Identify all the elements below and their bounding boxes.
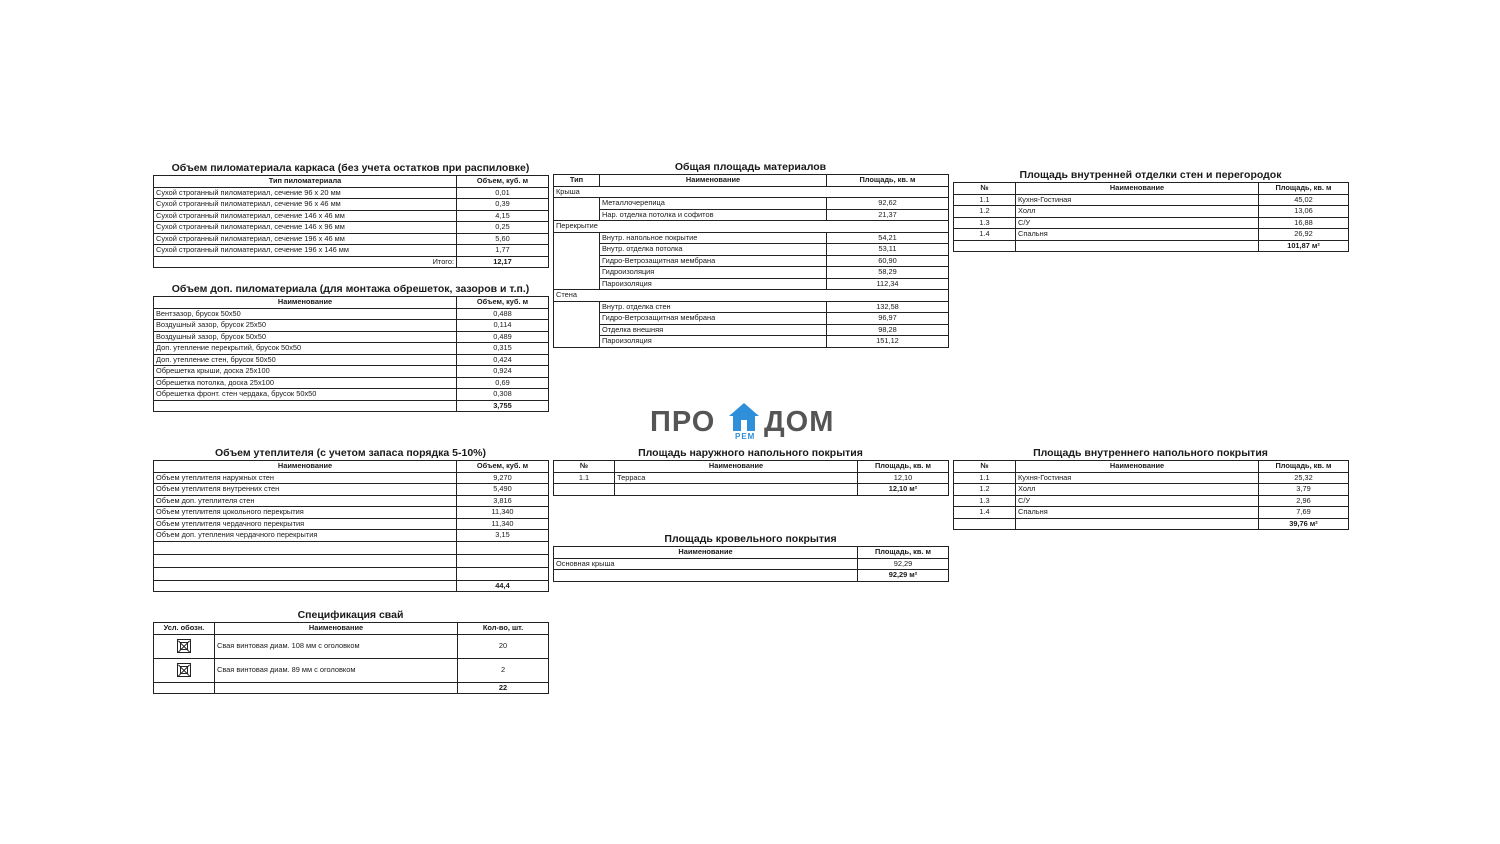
row-value: 151,12 (827, 336, 949, 348)
empty-cell (154, 554, 457, 567)
empty-row (154, 541, 549, 554)
lumber-extra-title: Объем доп. пиломатериала (для монтажа обрешеток, зазоров и т.п.) (171, 283, 530, 295)
row-value: 2,96 (1259, 495, 1349, 507)
table-row (154, 530, 549, 542)
materials-title: Общая площадь материалов (674, 161, 827, 173)
row-name: Свая винтовая диам. 108 мм с оголовком (215, 634, 458, 658)
table-row (154, 210, 549, 222)
row-value: 0,25 (457, 222, 549, 234)
row-name: Кухня-Гостиная (1016, 472, 1259, 484)
table-row (154, 366, 549, 378)
indoor-floor-table (953, 460, 1349, 530)
lumber-extra-section (153, 283, 548, 412)
empty-cell (954, 240, 1016, 252)
table-row (954, 472, 1349, 484)
table-row (554, 324, 949, 336)
table-row (554, 301, 949, 313)
lumber-frame-title: Объем пиломатериала каркаса (без учета остатков при распиловке) (171, 162, 530, 174)
row-name: Отделка внешняя (600, 324, 827, 336)
empty-cell (554, 198, 600, 221)
column-header: Наименование (615, 461, 858, 473)
total-row (554, 484, 949, 496)
table-header-row (154, 461, 549, 473)
table-row (154, 658, 549, 682)
row-name: Внутр. отделка стен (600, 301, 827, 313)
logo-subtext: РЕМ (735, 432, 756, 441)
row-name: Сухой строганный пиломатериал, сечение 196 x 146 мм (154, 245, 457, 257)
column-header: Наименование (1016, 461, 1259, 473)
insulation-title: Объем утеплителя (с учетом запаса порядка 5-10%) (214, 447, 487, 459)
table-row (154, 308, 549, 320)
column-header: Площадь, кв. м (1259, 461, 1349, 473)
table-row (554, 209, 949, 221)
row-name: Объем доп. утепления чердачного перекрытия (154, 530, 457, 542)
row-name: Гидроизоляция (600, 267, 827, 279)
pile-symbol-icon (177, 639, 191, 653)
row-name: Доп. утепление перекрытий, брусок 50x50 (154, 343, 457, 355)
table-row (954, 229, 1349, 241)
table-row (154, 472, 549, 484)
row-name: Доп. утепление стен, брусок 50x50 (154, 354, 457, 366)
row-name: Воздушный зазор, брусок 50x50 (154, 331, 457, 343)
group-type: Крыша (554, 186, 949, 198)
row-name: Внутр. напольное покрытие (600, 232, 827, 244)
empty-cell (554, 570, 858, 582)
column-header: № (554, 461, 615, 473)
piles-section (153, 609, 548, 694)
pile-symbol-icon (177, 663, 191, 677)
row-value: 4,15 (457, 210, 549, 222)
row-name: Сухой строганный пиломатериал, сечение 96 x 46 мм (154, 199, 457, 211)
row-name: С/У (1016, 217, 1259, 229)
outdoor-floor-section (553, 447, 948, 496)
column-header: Площадь, кв. м (858, 461, 949, 473)
row-value: 13,06 (1259, 206, 1349, 218)
row-value: 54,21 (827, 232, 949, 244)
table-row (154, 389, 549, 401)
column-header: Площадь, кв. м (858, 547, 949, 559)
pile-symbol-cell (154, 634, 215, 658)
table-row (154, 354, 549, 366)
table-row (954, 217, 1349, 229)
row-value: 1,77 (457, 245, 549, 257)
table-row (554, 255, 949, 267)
table-row (154, 634, 549, 658)
row-value: 20 (458, 634, 549, 658)
empty-cell (154, 580, 457, 592)
column-header: Площадь, кв. м (827, 175, 949, 187)
column-header: № (954, 461, 1016, 473)
empty-cell (154, 541, 457, 554)
row-name: Терраса (615, 472, 858, 484)
row-name: Металлочерепица (600, 198, 827, 210)
row-name: Кухня-Гостиная (1016, 194, 1259, 206)
row-name: С/У (1016, 495, 1259, 507)
table-row (154, 507, 549, 519)
row-value: 58,29 (827, 267, 949, 279)
row-name: Спальня (1016, 507, 1259, 519)
column-header: Объем, куб. м (457, 176, 549, 188)
row-name: Объем утеплителя внутренних стен (154, 484, 457, 496)
table-row (554, 232, 949, 244)
indoor-floor-title: Площадь внутреннего напольного покрытия (1033, 447, 1268, 459)
empty-cell (554, 232, 600, 290)
empty-cell (154, 682, 215, 694)
table-row (554, 267, 949, 279)
lumber-frame-table (153, 175, 549, 268)
row-value: 132,58 (827, 301, 949, 313)
row-value: 53,11 (827, 244, 949, 256)
row-number: 1.1 (554, 472, 615, 484)
row-name: Внутр. отделка потолка (600, 244, 827, 256)
outdoor-floor-title: Площадь наружного напольного покрытия (638, 447, 863, 459)
group-row (554, 290, 949, 302)
table-row (154, 484, 549, 496)
table-header-row (154, 176, 549, 188)
empty-cell (154, 400, 457, 412)
row-name: Пароизоляция (600, 336, 827, 348)
pile-symbol-cell (154, 658, 215, 682)
row-name: Нар. отделка потолка и софитов (600, 209, 827, 221)
total-row (954, 240, 1349, 252)
row-name: Холл (1016, 484, 1259, 496)
row-value: 0,01 (457, 187, 549, 199)
wall-finish-table (953, 182, 1349, 252)
row-value: 0,924 (457, 366, 549, 378)
row-value: 9,270 (457, 472, 549, 484)
table-row (154, 233, 549, 245)
total-label: Итого: (154, 256, 457, 268)
row-number: 1.4 (954, 229, 1016, 241)
row-name: Воздушный зазор, брусок 25x50 (154, 320, 457, 332)
materials-table (553, 174, 949, 348)
total-row (154, 400, 549, 412)
column-header: Тип (554, 175, 600, 187)
logo-text-left: ПРО (650, 406, 716, 438)
lumber-extra-table (153, 296, 549, 412)
table-header-row (554, 547, 949, 559)
row-number: 1.2 (954, 484, 1016, 496)
row-name: Сухой строганный пиломатериал, сечение 146 x 46 мм (154, 210, 457, 222)
row-name: Объем утеплителя цокольного перекрытия (154, 507, 457, 519)
table-row (554, 244, 949, 256)
table-header-row (154, 297, 549, 309)
total-value: 92,29 м² (858, 570, 949, 582)
table-row (154, 245, 549, 257)
row-number: 1.1 (954, 194, 1016, 206)
table-row (154, 331, 549, 343)
row-value: 0,39 (457, 199, 549, 211)
row-value: 2 (458, 658, 549, 682)
table-row (954, 495, 1349, 507)
row-name: Сухой строганный пиломатериал, сечение 196 x 46 мм (154, 233, 457, 245)
total-row (154, 682, 549, 694)
table-row (154, 222, 549, 234)
table-row (954, 206, 1349, 218)
row-value: 0,308 (457, 389, 549, 401)
column-header: Усл. обозн. (154, 623, 215, 635)
table-header-row (954, 183, 1349, 195)
piles-table (153, 622, 549, 694)
outdoor-floor-table (553, 460, 949, 496)
row-value: 0,488 (457, 308, 549, 320)
row-value: 92,29 (858, 558, 949, 570)
empty-cell (1016, 518, 1259, 530)
wall-finish-title: Площадь внутренней отделки стен и перегородок (1019, 169, 1282, 181)
table-row (154, 495, 549, 507)
table-row (554, 278, 949, 290)
row-value: 0,424 (457, 354, 549, 366)
row-name: Свая винтовая диам. 89 мм с оголовком (215, 658, 458, 682)
column-header: Наименование (154, 461, 457, 473)
row-value: 98,28 (827, 324, 949, 336)
materials-section (553, 161, 948, 348)
row-number: 1.3 (954, 495, 1016, 507)
empty-cell (554, 301, 600, 347)
group-row (554, 186, 949, 198)
row-number: 1.2 (954, 206, 1016, 218)
logo-text-right: ДОМ (764, 406, 835, 438)
table-row (554, 313, 949, 325)
piles-title: Спецификация свай (297, 609, 404, 621)
row-value: 45,02 (1259, 194, 1349, 206)
insulation-table (153, 460, 549, 592)
table-row (954, 507, 1349, 519)
row-value: 5,60 (457, 233, 549, 245)
lumber-frame-section (153, 162, 548, 268)
total-row (954, 518, 1349, 530)
empty-cell (457, 567, 549, 580)
column-header: Наименование (554, 547, 858, 559)
row-value: 0,489 (457, 331, 549, 343)
table-row (154, 320, 549, 332)
row-name: Пароизоляция (600, 278, 827, 290)
empty-cell (554, 484, 615, 496)
row-name: Сухой строганный пиломатериал, сечение 146 x 96 мм (154, 222, 457, 234)
indoor-floor-section (953, 447, 1348, 530)
row-value: 5,490 (457, 484, 549, 496)
insulation-section (153, 447, 548, 592)
row-name: Основная крыша (554, 558, 858, 570)
total-row (154, 580, 549, 592)
column-header: Наименование (600, 175, 827, 187)
row-name: Спальня (1016, 229, 1259, 241)
row-number: 1.4 (954, 507, 1016, 519)
table-header-row (954, 461, 1349, 473)
row-value: 0,114 (457, 320, 549, 332)
row-value: 26,92 (1259, 229, 1349, 241)
table-row (154, 187, 549, 199)
table-row (154, 343, 549, 355)
table-header-row (554, 461, 949, 473)
company-logo (650, 402, 850, 446)
table-row (554, 198, 949, 210)
row-name: Холл (1016, 206, 1259, 218)
table-row (954, 484, 1349, 496)
row-value: 16,88 (1259, 217, 1349, 229)
row-value: 0,69 (457, 377, 549, 389)
row-number: 1.3 (954, 217, 1016, 229)
roofing-title: Площадь кровельного покрытия (664, 533, 837, 545)
column-header: Объем, куб. м (457, 297, 549, 309)
column-header: Кол-во, шт. (458, 623, 549, 635)
house-icon (728, 402, 760, 432)
row-value: 7,69 (1259, 507, 1349, 519)
row-value: 3,79 (1259, 484, 1349, 496)
row-value: 25,32 (1259, 472, 1349, 484)
column-header: Наименование (1016, 183, 1259, 195)
empty-cell (215, 682, 458, 694)
row-value: 92,62 (827, 198, 949, 210)
column-header: № (954, 183, 1016, 195)
row-name: Объем утеплителя чердачного перекрытия (154, 518, 457, 530)
row-value: 0,315 (457, 343, 549, 355)
table-row (554, 558, 949, 570)
row-number: 1.1 (954, 472, 1016, 484)
total-value: 3,755 (457, 400, 549, 412)
row-value: 3,816 (457, 495, 549, 507)
group-type: Стена (554, 290, 949, 302)
total-value: 22 (458, 682, 549, 694)
empty-cell (615, 484, 858, 496)
total-row (154, 256, 549, 268)
column-header: Наименование (215, 623, 458, 635)
empty-row (154, 567, 549, 580)
empty-cell (1016, 240, 1259, 252)
roofing-section (553, 533, 948, 582)
empty-cell (954, 518, 1016, 530)
row-value: 3,15 (457, 530, 549, 542)
table-row (154, 377, 549, 389)
empty-row (154, 554, 549, 567)
wall-finish-section (953, 169, 1348, 252)
row-name: Объем доп. утеплителя стен (154, 495, 457, 507)
row-name: Гидро-Ветрозащитная мембрана (600, 313, 827, 325)
row-value: 60,90 (827, 255, 949, 267)
total-value: 44,4 (457, 580, 549, 592)
table-header-row (154, 623, 549, 635)
row-name: Гидро-Ветрозащитная мембрана (600, 255, 827, 267)
total-value: 12,10 м² (858, 484, 949, 496)
row-name: Объем утеплителя наружных стен (154, 472, 457, 484)
total-value: 39,76 м² (1259, 518, 1349, 530)
row-value: 12,10 (858, 472, 949, 484)
group-type: Перекрытие (554, 221, 949, 233)
table-row (554, 336, 949, 348)
column-header: Тип пиломатериала (154, 176, 457, 188)
total-value: 12,17 (457, 256, 549, 268)
empty-cell (457, 554, 549, 567)
total-value: 101,87 м² (1259, 240, 1349, 252)
table-row (154, 199, 549, 211)
row-name: Обрешетка фронт. стен чердака, брусок 50x50 (154, 389, 457, 401)
row-name: Сухой строганный пиломатериал, сечение 96 x 20 мм (154, 187, 457, 199)
empty-cell (457, 541, 549, 554)
total-row (554, 570, 949, 582)
table-row (154, 518, 549, 530)
row-value: 96,97 (827, 313, 949, 325)
row-name: Обрешетка крыши, доска 25x100 (154, 366, 457, 378)
group-row (554, 221, 949, 233)
roofing-table (553, 546, 949, 582)
row-name: Обрешетка потолка, доска 25x100 (154, 377, 457, 389)
table-row (954, 194, 1349, 206)
column-header: Наименование (154, 297, 457, 309)
row-value: 21,37 (827, 209, 949, 221)
row-value: 11,340 (457, 507, 549, 519)
row-value: 11,340 (457, 518, 549, 530)
table-header-row (554, 175, 949, 187)
column-header: Объем, куб. м (457, 461, 549, 473)
column-header: Площадь, кв. м (1259, 183, 1349, 195)
table-row (554, 472, 949, 484)
row-value: 112,34 (827, 278, 949, 290)
row-name: Вентзазор, брусок 50x50 (154, 308, 457, 320)
empty-cell (154, 567, 457, 580)
